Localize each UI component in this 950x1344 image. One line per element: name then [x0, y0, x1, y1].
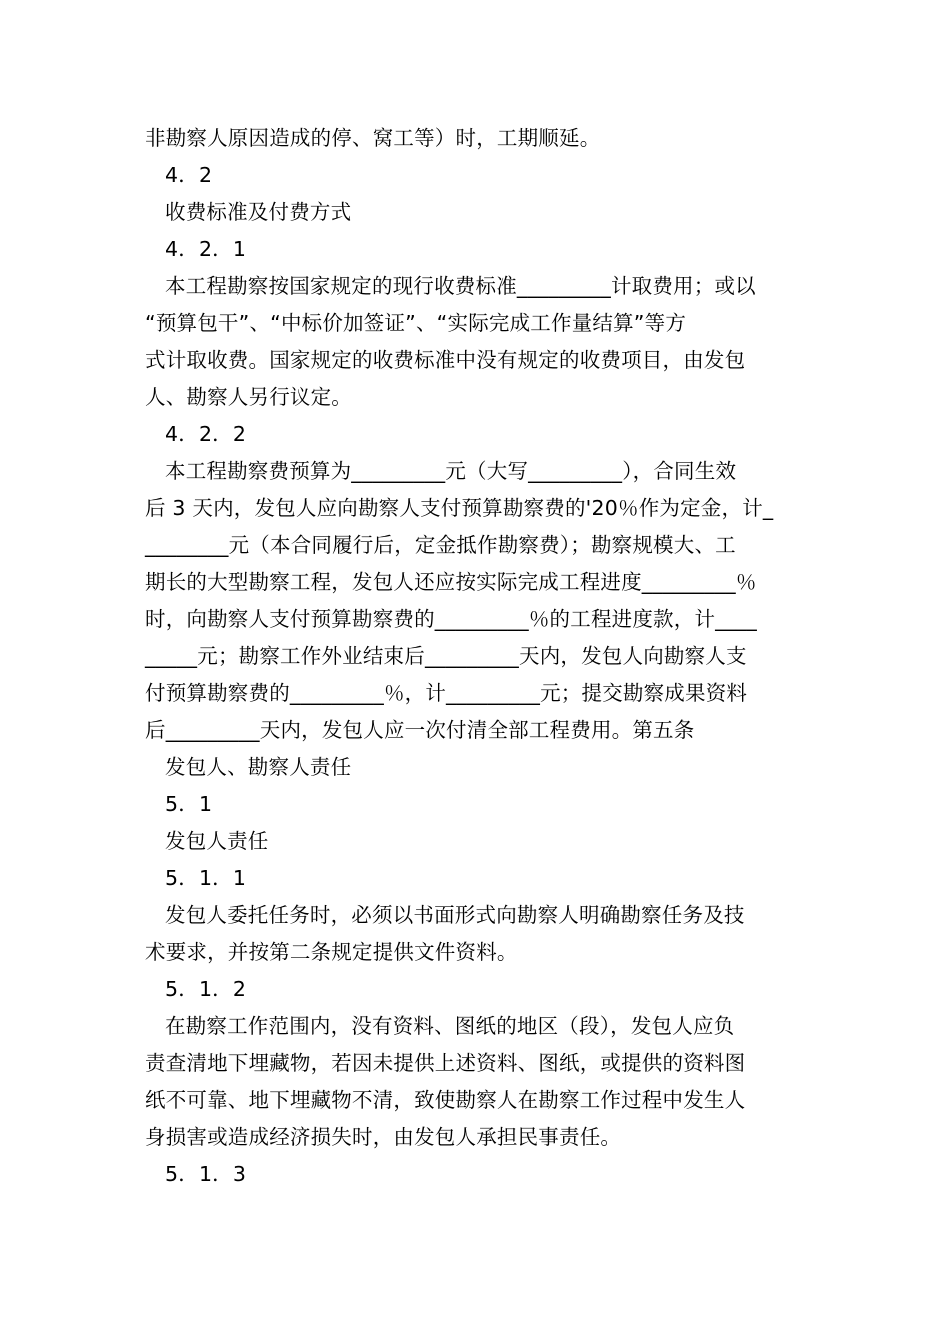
text-line: 后 3 天内，发包人应向勘察人支付预算勘察费的'20％作为定金，计_ [145, 496, 774, 520]
text-line: 发包人委托任务时，必须以书面形式向勘察人明确勘察任务及技 [165, 903, 745, 927]
text-line: 术要求，并按第二条规定提供文件资料。 [145, 940, 518, 964]
section-heading: 发包人、勘察人责任 [165, 755, 352, 779]
text-line: 身损害或造成经济损失时，由发包人承担民事责任。 [145, 1125, 622, 1149]
section-number: 4．2．1 [165, 237, 247, 261]
text-line: 非勘察人原因造成的停、窝工等）时，工期顺延。 [145, 126, 601, 150]
text-line: “预算包干”、“中标价加签证”、“实际完成工作量结算”等方 [145, 311, 687, 335]
section-number: 5．1．2 [165, 977, 247, 1001]
text-line: 在勘察工作范围内，没有资料、图纸的地区（段），发包人应负 [165, 1014, 735, 1038]
section-number: 5．1．1 [165, 866, 247, 890]
document-body [145, 120, 810, 1193]
section-number: 4．2 [165, 163, 213, 187]
text-line: 式计取收费。国家规定的收费标准中没有规定的收费项目，由发包 [145, 348, 746, 372]
text-line: 付预算勘察费的_________％，计_________元；提交勘察成果资料 [145, 681, 748, 705]
text-line: 纸不可靠、地下埋藏物不清，致使勘察人在勘察工作过程中发生人 [145, 1088, 746, 1112]
section-heading: 收费标准及付费方式 [165, 200, 352, 224]
section-number: 5．1 [165, 792, 213, 816]
text-line: ________元（本合同履行后，定金抵作勘察费）；勘察规模大、工 [145, 533, 736, 557]
text-line: 本工程勘察按国家规定的现行收费标准_________计取费用；或以 [165, 274, 756, 298]
text-line: 人、勘察人另行议定。 [145, 385, 352, 409]
section-number: 5．1．3 [165, 1162, 247, 1186]
section-number: 4．2．2 [165, 422, 247, 446]
text-line: _____元；勘察工作外业结束后_________天内，发包人向勘察人支 [145, 644, 747, 668]
text-line: 时，向勘察人支付预算勘察费的_________％的工程进度款，计____ [145, 607, 757, 631]
text-line: 后_________天内，发包人应一次付清全部工程费用。第五条 [145, 718, 695, 742]
text-line: 期长的大型勘察工程，发包人还应按实际完成工程进度_________％ [145, 570, 757, 594]
section-heading: 发包人责任 [165, 829, 269, 853]
text-line: 责查清地下埋藏物，若因未提供上述资料、图纸，或提供的资料图 [145, 1051, 746, 1075]
text-line: 本工程勘察费预算为_________元（大写_________），合同生效 [165, 459, 737, 483]
